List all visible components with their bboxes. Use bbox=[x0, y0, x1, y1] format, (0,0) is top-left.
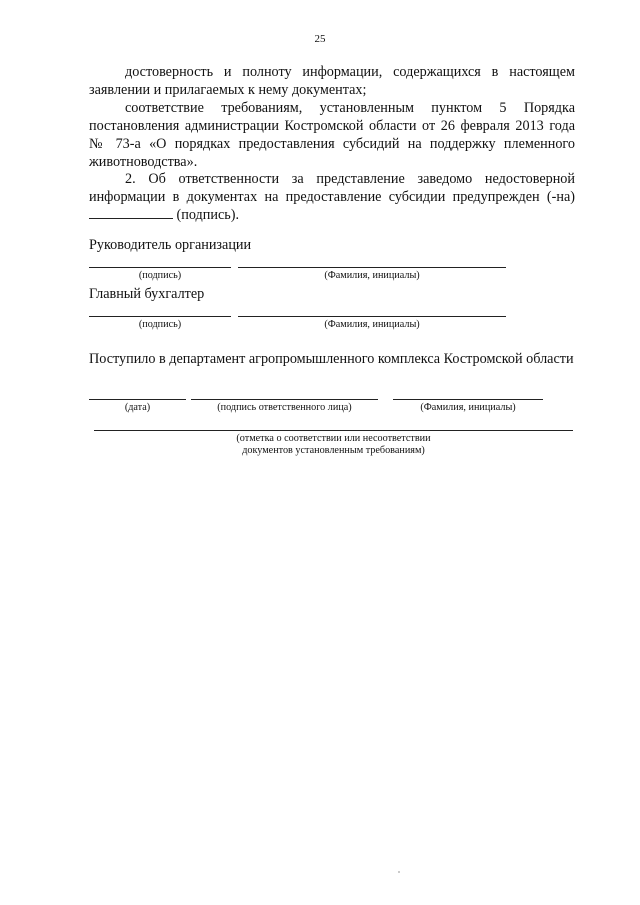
accountant-signature-line[interactable] bbox=[89, 316, 231, 317]
signature-blank[interactable] bbox=[89, 208, 173, 219]
responsible-signature-caption: (подпись ответственного лица) bbox=[217, 402, 352, 413]
date-line[interactable] bbox=[89, 399, 186, 400]
signature-suffix: (подпись). bbox=[176, 207, 239, 223]
compliance-caption-line-2: документов установленным требованиям) bbox=[242, 445, 425, 456]
date-caption: (дата) bbox=[124, 402, 151, 413]
paragraph-responsibility bbox=[89, 170, 575, 224]
compliance-mark-line[interactable] bbox=[94, 430, 573, 431]
page-number: 25 bbox=[314, 33, 326, 45]
responsible-signature-line[interactable] bbox=[191, 399, 378, 400]
head-name-line[interactable] bbox=[238, 267, 506, 268]
head-signature-caption: (подпись) bbox=[138, 270, 182, 281]
received-statement: Поступило в департамент агропромышленного комплекса Костромской области bbox=[89, 351, 574, 367]
chief-accountant-label: Главный бухгалтер bbox=[89, 286, 205, 302]
paragraph-reliability: достоверность и полноту информации, содержащихся в настоящем заявлении и прилагаемых к нему документах; bbox=[89, 64, 575, 98]
accountant-name-line[interactable] bbox=[238, 316, 506, 317]
paragraph-compliance: соответствие требованиям, установленным пунктом 5 Порядка постановления администрации Костромской области от 26 февраля 2013 года № 73-а «О порядках предоставления субсидий на поддержку племенного животноводства». bbox=[89, 100, 575, 170]
scan-speck bbox=[398, 871, 400, 873]
compliance-caption-line-1: (отметка о соответствии или несоответствии bbox=[236, 433, 431, 444]
responsible-name-caption: (Фамилия, инициалы) bbox=[420, 402, 516, 413]
head-name-caption: (Фамилия, инициалы) bbox=[324, 270, 420, 281]
accountant-name-caption: (Фамилия, инициалы) bbox=[324, 319, 420, 330]
responsibility-text: 2. Об ответственности за представление заведомо недостоверной информации в документах на предоставление субсидии предупрежден (-на) bbox=[89, 171, 575, 205]
head-signature-line[interactable] bbox=[89, 267, 231, 268]
head-of-organization-label: Руководитель организации bbox=[89, 237, 252, 253]
accountant-signature-caption: (подпись) bbox=[138, 319, 182, 330]
responsible-name-line[interactable] bbox=[393, 399, 543, 400]
